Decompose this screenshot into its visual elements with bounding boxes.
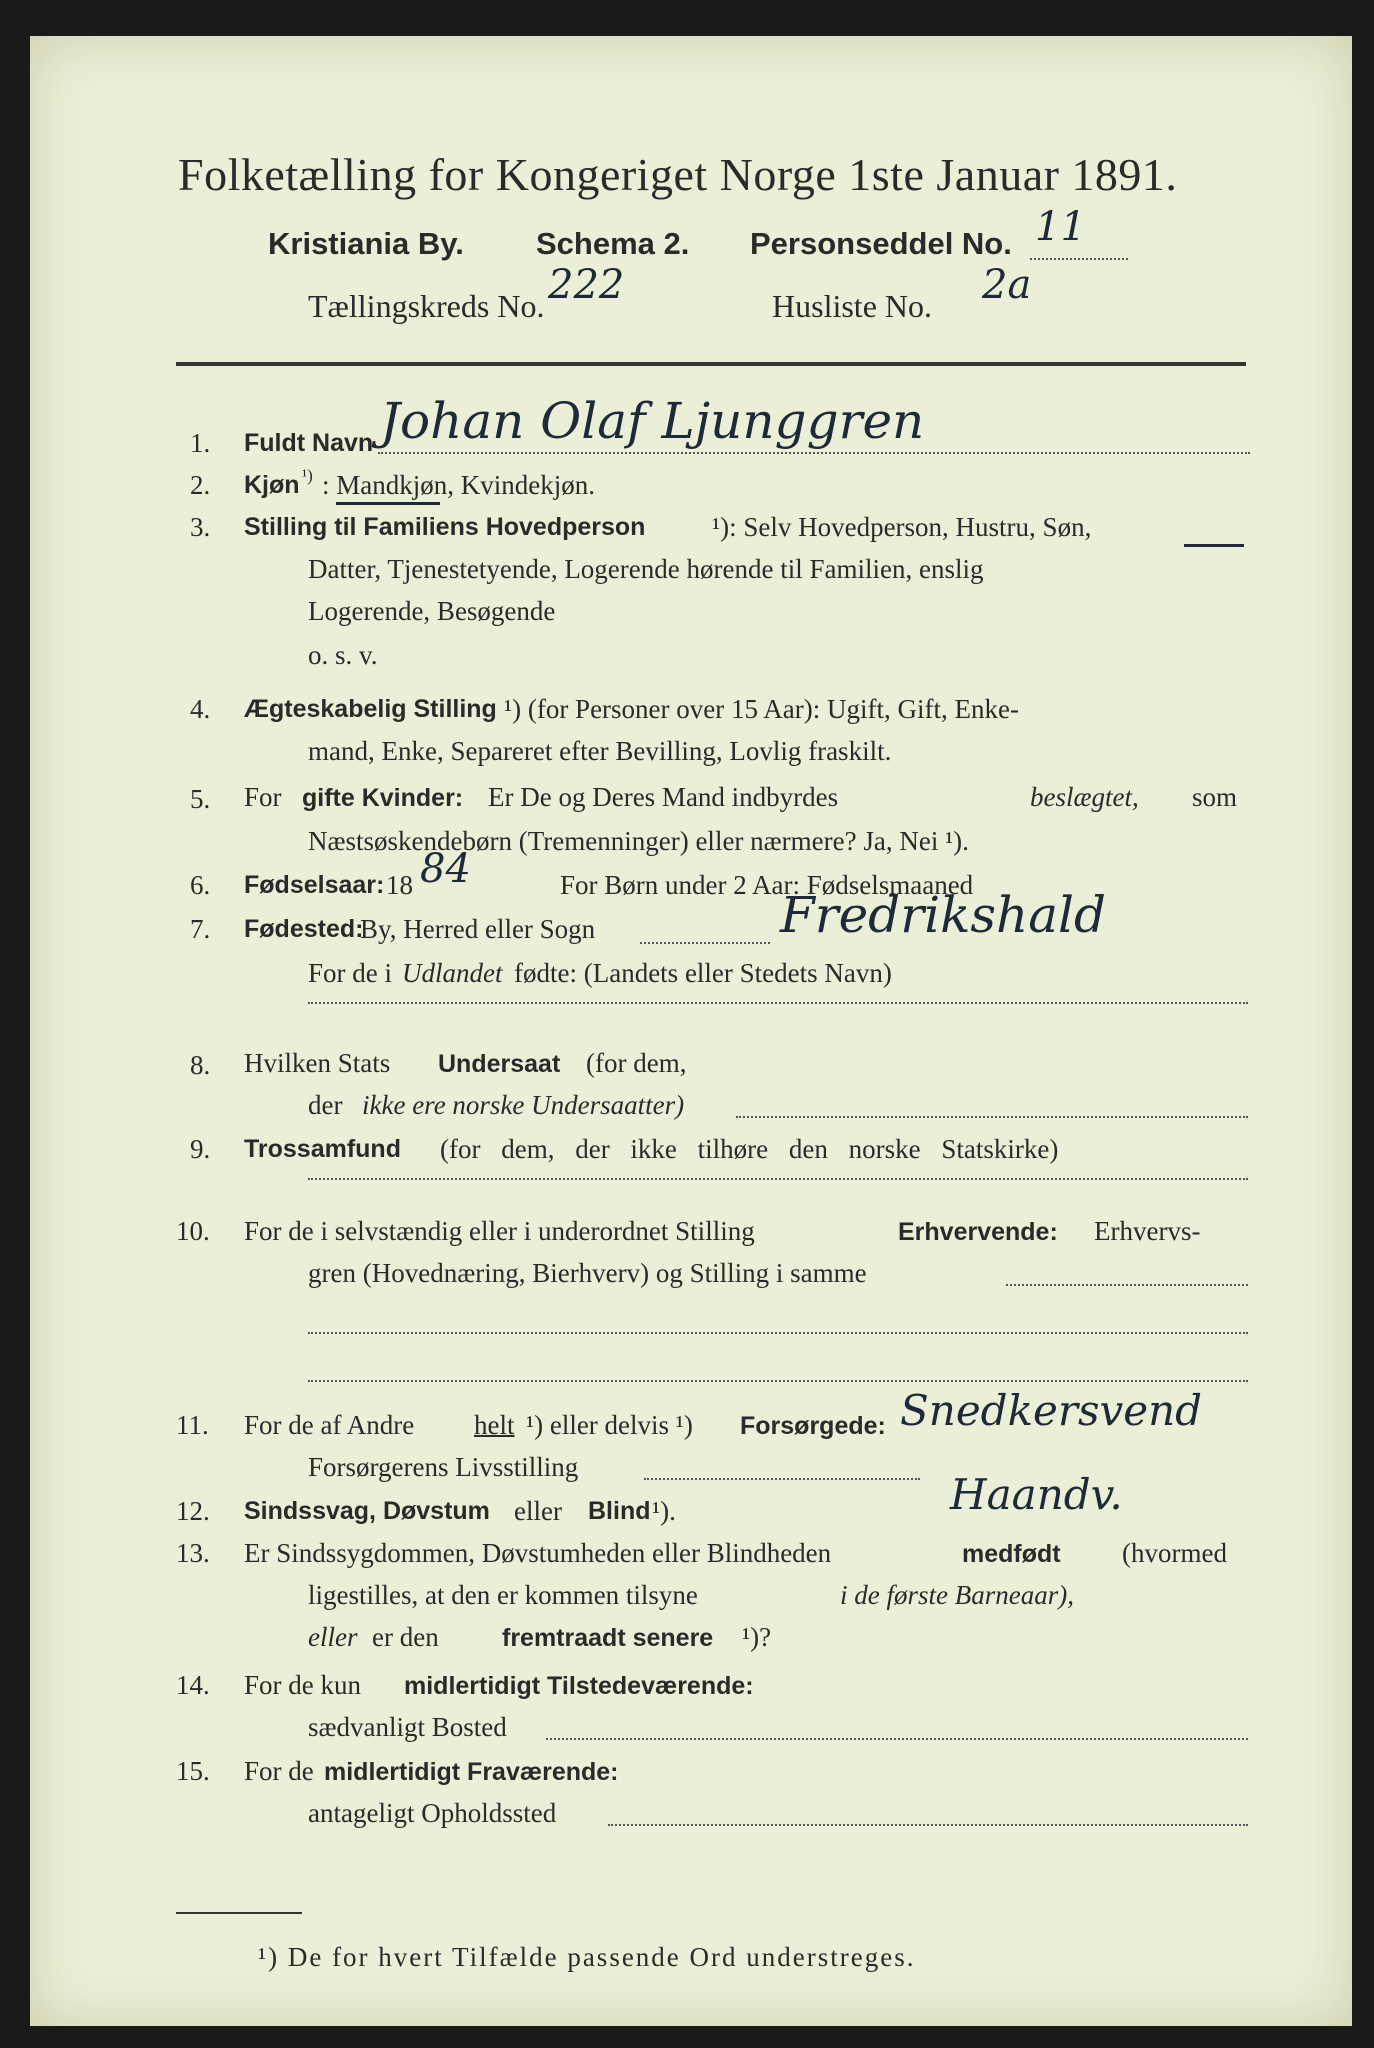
q8-italic: ikke ere norske Undersaatter) xyxy=(362,1090,685,1120)
q15-dots xyxy=(608,1824,1248,1826)
q2-label: Kjøn xyxy=(244,471,300,499)
q13-d: er den xyxy=(372,1622,439,1652)
q8-c: der xyxy=(308,1090,343,1120)
taellingskreds-label: Tællingskreds No. xyxy=(308,288,545,324)
q3-text-a: ¹): Selv Hovedperson, Hustru, Søn, xyxy=(712,512,1092,542)
q7-text-b2: fødte: (Landets eller Stedets Navn) xyxy=(514,958,892,988)
item-number-2: 2. xyxy=(190,470,211,500)
item-number-4: 4. xyxy=(190,694,211,724)
item-number-1: 1. xyxy=(190,428,211,458)
item-number-3: 3. xyxy=(190,512,211,542)
q13-c: ligestilles, at den er kommen tilsyne xyxy=(308,1580,698,1610)
q2-text: : Mandkjøn, Kvindekjøn. xyxy=(322,470,595,500)
item-number-13: 13. xyxy=(176,1538,210,1568)
q7-dots-2 xyxy=(308,1002,1248,1004)
q11-dots xyxy=(644,1478,920,1480)
q4-text-a: ¹) (for Personer over 15 Aar): Ugift, Gift, Enke- xyxy=(504,694,1019,724)
item-number-14: 14. xyxy=(176,1670,210,1700)
q4-text-b: mand, Enke, Separeret efter Bevilling, Lovlig fraskilt. xyxy=(308,736,892,766)
q8-dots xyxy=(736,1116,1248,1118)
q8-label: Undersaat xyxy=(438,1050,561,1078)
q14-b: sædvanligt Bosted xyxy=(308,1712,507,1742)
q11-b: ¹) eller delvis ¹) xyxy=(526,1410,693,1440)
q7-italic: Udlandet xyxy=(402,958,503,988)
q13-b: (hvormed xyxy=(1122,1538,1227,1568)
q13-a: Er Sindssygdommen, Døvstumheden eller Blindheden xyxy=(244,1538,832,1568)
q8-b: (for dem, xyxy=(586,1048,687,1078)
q8-a: Hvilken Stats xyxy=(244,1048,391,1078)
answer-birth-year: 84 xyxy=(420,846,471,892)
item-number-7: 7. xyxy=(190,914,211,944)
q12-label: Sindssvag, Døvstum xyxy=(244,1497,490,1525)
q15-b: antageligt Opholdssted xyxy=(308,1798,557,1828)
answer-trade: Haandv. xyxy=(950,1470,1123,1519)
q14-label: midlertidigt Tilstedeværende: xyxy=(404,1672,754,1700)
q1-label: Fuldt Navn xyxy=(244,429,374,457)
q12-label2: Blind xyxy=(588,1497,651,1525)
q5-for: For xyxy=(244,782,282,812)
q6-text: For Børn under 2 Aar: Fødselsmaaned xyxy=(560,870,974,900)
q5-text-a: Er De og Deres Mand indbyrdes xyxy=(488,782,839,812)
q7-text: By, Herred eller Sogn xyxy=(360,914,596,944)
q1-dots xyxy=(378,452,1250,454)
q12-a: eller xyxy=(514,1496,562,1526)
item-number-6: 6. xyxy=(190,870,211,900)
q3-underline-son xyxy=(1184,544,1244,547)
q13-e: ¹)? xyxy=(742,1622,772,1652)
q13-italic: i de første Barneaar), xyxy=(840,1580,1074,1610)
q2-sup: ¹) xyxy=(302,466,313,485)
census-form xyxy=(30,36,1352,2026)
q5-label: gifte Kvinder: xyxy=(302,784,464,812)
q11-a: For de af Andre xyxy=(244,1410,415,1440)
q13-label: medfødt xyxy=(962,1540,1061,1568)
item-number-8: 8. xyxy=(190,1050,211,1080)
q3-text-c: Logerende, Besøgende xyxy=(308,596,556,626)
answer-full-name: Johan Olaf Ljunggren xyxy=(380,392,925,450)
personseddel-label: Personseddel No. xyxy=(750,226,1012,261)
q12-b: ¹). xyxy=(652,1496,676,1526)
item-number-9: 9. xyxy=(190,1134,211,1164)
q9-text: (for dem, der ikke tilhøre den norske Statskirke) xyxy=(440,1134,1059,1164)
q7-text-b1: For de i xyxy=(308,958,392,988)
q10-dots-1 xyxy=(1006,1284,1248,1286)
q15-a: For de xyxy=(244,1756,314,1786)
q9-dots xyxy=(308,1178,1248,1180)
city-label: Kristiania By. xyxy=(268,226,464,261)
q11-label: Forsørgede: xyxy=(740,1412,886,1440)
husliste-number: 2a xyxy=(982,262,1032,308)
q10-c: gren (Hovednæring, Bierhverv) og Stilling i samme xyxy=(308,1258,867,1288)
q6-label: Fødselsaar: xyxy=(244,871,385,899)
q11-c: Forsørgerens Livsstilling xyxy=(308,1452,579,1482)
form-title: Folketælling for Kongeriget Norge 1ste Januar 1891. xyxy=(178,149,1178,200)
husliste-label: Husliste No. xyxy=(772,288,932,324)
q4-label: Ægteskabelig Stilling xyxy=(244,695,497,723)
q11-helt: helt xyxy=(474,1410,515,1440)
q2-underline-mandkjon xyxy=(336,502,440,505)
q3-text-d: o. s. v. xyxy=(308,640,378,670)
item-number-11: 11. xyxy=(176,1410,209,1440)
q5-italic: beslægtet, xyxy=(1030,782,1139,812)
item-number-5: 5. xyxy=(190,784,211,814)
item-number-12: 12. xyxy=(176,1496,210,1526)
q10-b: Erhvervs- xyxy=(1094,1216,1201,1246)
q14-a: For de kun xyxy=(244,1670,361,1700)
q3-label: Stilling til Familiens Hovedperson xyxy=(244,513,646,541)
answer-provider: Snedkersvend xyxy=(900,1386,1203,1435)
personseddel-number: 11 xyxy=(1035,204,1086,250)
taellingskreds-number: 222 xyxy=(548,262,625,308)
q10-label: Erhvervende: xyxy=(898,1218,1058,1246)
q10-a: For de i selvstændig eller i underordnet Stilling xyxy=(244,1216,755,1246)
answer-birthplace: Fredrikshald xyxy=(780,886,1107,944)
q5-text-b: Næstsøskendebørn (Tremenninger) eller nærmere? Ja, Nei ¹). xyxy=(308,826,969,856)
personseddel-dots xyxy=(1030,258,1128,260)
q10-dots-3 xyxy=(308,1380,1248,1382)
q3-text-b: Datter, Tjenestetyende, Logerende hørende til Familien, enslig xyxy=(308,554,984,584)
q6-prefix: 18 xyxy=(386,870,413,900)
item-number-15: 15. xyxy=(176,1756,210,1786)
q9-label: Trossamfund xyxy=(244,1135,401,1163)
footnote-rule xyxy=(176,1912,302,1914)
item-number-10: 10. xyxy=(176,1216,210,1246)
q15-label: midlertidigt Fraværende: xyxy=(324,1758,619,1786)
q7-label: Fødested: xyxy=(244,915,364,943)
q10-dots-2 xyxy=(308,1332,1248,1334)
q13-label2: fremtraadt senere xyxy=(502,1624,714,1652)
footnote: ¹) De for hvert Tilfælde passende Ord understreges. xyxy=(258,1942,916,1972)
schema-label: Schema 2. xyxy=(536,226,690,261)
q13-italic2: eller xyxy=(308,1622,358,1652)
q14-dots xyxy=(546,1738,1248,1740)
q5-text-a2: som xyxy=(1192,782,1238,812)
q7-dots xyxy=(640,942,770,944)
header-rule xyxy=(176,362,1246,366)
